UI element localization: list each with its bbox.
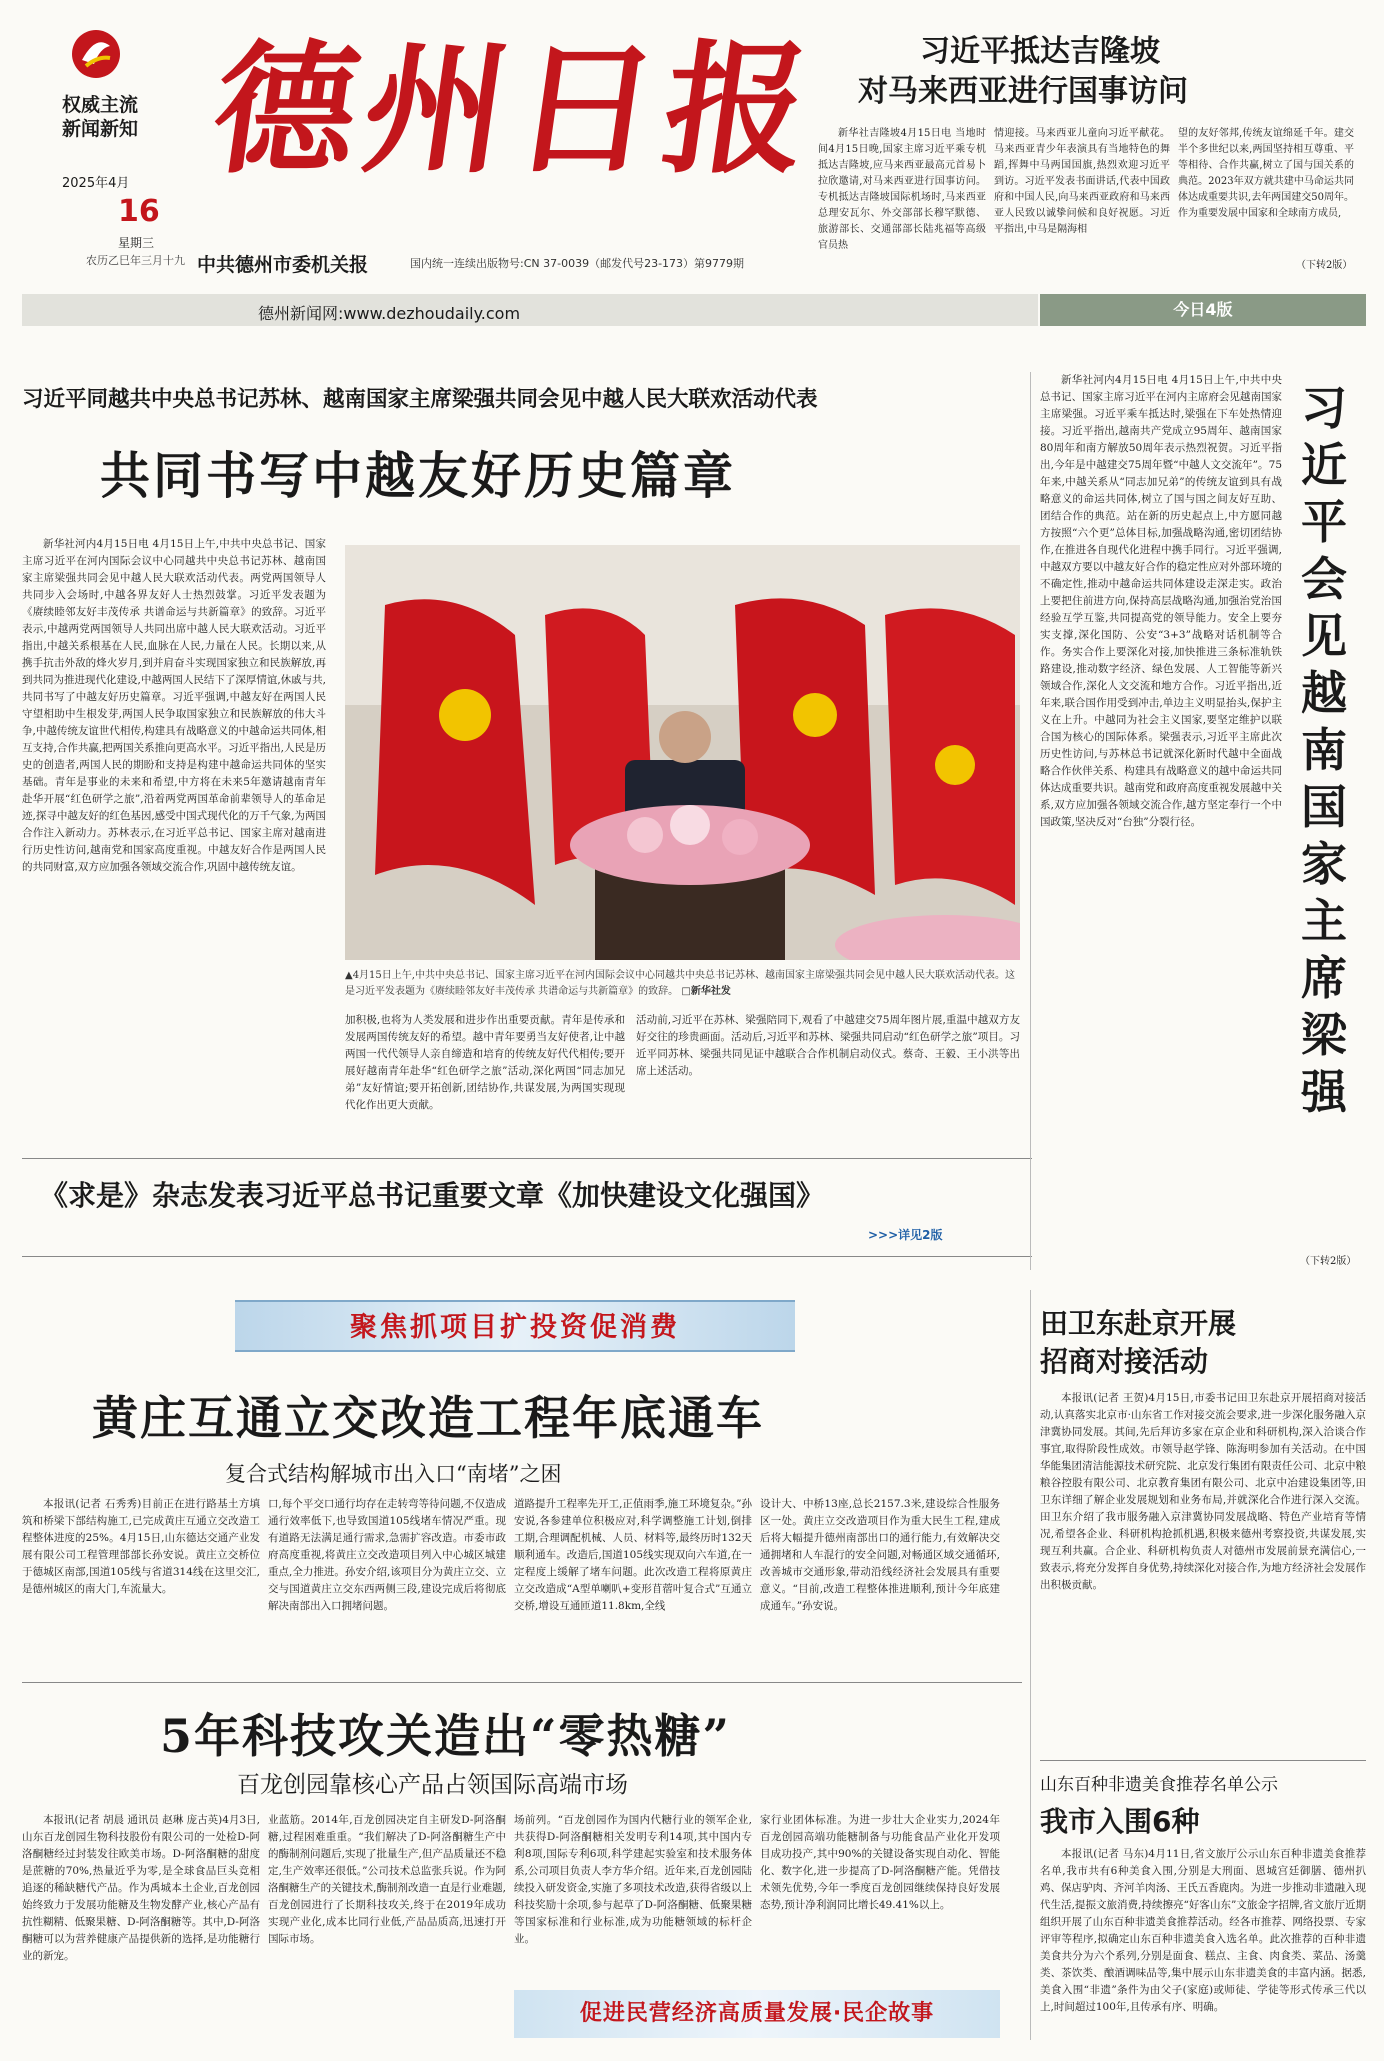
heritage-kicker: 山东百种非遗美食推荐名单公示 [1040, 1775, 1278, 1795]
lead-kicker: 习近平同越共中央总书记苏林、越南国家主席梁强共同会见中越人民大联欢活动代表 [22, 387, 818, 412]
top-story-col-3: 望的友好邻邦,传统友谊绵延千年。建交半个多世纪以来,两国坚持相互尊重、平等相待、合作共赢,树立了国与国关系的典范。2023年双方就共建中马命运共同体达成重要共识,去年两国建交50周年。作为重要发展中国家和全球南方成员, [1178, 128, 1354, 219]
promo-banner[interactable]: 促进民营经济高质量发展·民企故事 [514, 1990, 1000, 2038]
paper-name: 德州日报 [203, 27, 827, 193]
newspaper-logo-icon [70, 28, 122, 80]
divider [22, 1682, 1022, 1683]
top-story-col-2: 情迎接。马来西亚儿童向习近平献花。马来西亚青少年表演具有当地特色的舞蹈,挥舞中马两国国旗,热烈欢迎习近平到访。习近平发表书面讲话,代表中国政府和中国人民,向马来西亚政府和马来西亚人民致以诚挚问候和良好祝愿。习近平指出,中马是隔海相 [994, 128, 1170, 235]
weekday: 星期三 [118, 236, 155, 250]
website-url[interactable]: 德州新闻网:www.dezhoudaily.com [258, 304, 521, 323]
side-lead-headline: 习近平会见越南国家主席梁强 [1301, 381, 1347, 1119]
tiandong-headline-2: 招商对接活动 [1040, 1345, 1209, 1378]
tech-subhead: 百龙创园靠核心产品占领国际高端市场 [237, 1772, 628, 1798]
photo-credit: □新华社发 [681, 986, 731, 997]
top-story-jump: （下转2版） [1296, 260, 1353, 271]
huangzhuang-col-1: 本报讯(记者 石秀秀)目前正在进行路基土方填筑和桥梁下部结构施工,已完成黄庄互通立交改造工程整体进度的25%。4月15日,山东德达交通产业发展有限公司工程管理部部长孙安说。黄庄立交桥位于德城区南部,国道105线与省道314线在这里交汇,是德州城区的南大门,车流量大。 [22, 1498, 260, 1595]
masthead [0, 0, 1384, 290]
huangzhuang-col-4: 设计大、中桥13座,总长2157.3米,建设综合性服务区一处。黄庄立交改造项目作为重大民生工程,建成后将大幅提升德州南部出口的通行能力,有效解决交通拥堵和人车混行的安全问题,对畅通区域交通循环,改善城市交通形象,带动沿线经济社会发展具有重要意义。“目前,改造工程整体推进顺利,预计今年底建成通车。”孙安说。 [760, 1498, 1000, 1612]
column-rule [1030, 372, 1031, 1270]
lead-headline: 共同书写中越友好历史篇章 [100, 447, 736, 505]
qiushi-headline[interactable]: 《求是》杂志发表习近平总书记重要文章《加快建设文化强国》 [40, 1179, 825, 1212]
divider [22, 1158, 1032, 1159]
lead-column-left: 新华社河内4月15日电 4月15日上午,中共中央总书记、国家主席习近平在河内国际会议中心同越共中央总书记苏林、越南国家主席梁强共同会见中越人民大联欢活动代表。两党两国领导人共同步入会场时,中越各界友好人士热烈鼓掌。习近平发表题为《赓续睦邻友好丰茂传承 共谱命运与共新篇章》的致辞。习近平表示,中越两党两国领导人共同出席中越人民大联欢活动。习近平指出,中越关系根基在人民,血脉在人民,力量在人民。长期以来,从携手抗击外敌的烽火岁月,到并肩奋斗实现国家独立和民族解放,再到共同为推进现代化建设,中越两国人民结下了深厚情谊,休戚与共,共同书写了中越友好历史篇章。习近平强调,中越友好在两国人民守望相助中生根发芽,两国人民争取国家独立和民族解放的伟大斗争,中越传统友谊世代相传,构建具有战略意义的中越命运共同体,相互支持,合作共赢,把两国关系推向更高水平。习近平指出,人民是历史的创造者,两国人民的期盼和支持是构建中越命运共同体的坚实基础。青年是事业的未来和希望,中方将在未来5年邀请越南青年赴华开展“红色研学之旅”,沿着两党两国革命前辈领导人的革命足迹,探寻中越友好的红色基因,感受中国式现代化的万千气象,为两国合作注入新动力。苏林表示,在习近平总书记、国家主席对越南进行历史性访问,越南党和国家高度重视。中越友好合作是两国人民的共同财富,双方应加强各领域交流合作,巩固中越传统友谊。 [22, 538, 326, 873]
qiushi-page-ref[interactable]: >>>详见2版 [868, 1228, 943, 1242]
photo-caption: ▲4月15日上午,中共中央总书记、国家主席习近平在河内国际会议中心同越共中央总书记苏林、越南国家主席梁强共同会见中越人民大联欢活动代表。这是习近平发表题为《赓续睦邻友好丰茂传承 共谱命运与共新篇章》的致辞。 □新华社发 [345, 970, 1015, 997]
huangzhuang-headline: 黄庄互通立交改造工程年底通车 [92, 1391, 764, 1445]
heritage-body: 本报讯(记者 马东)4月11日,省文旅厅公示山东百种非遗美食推荐名单,我市共有6种美食入围,分别是大刑面、恩城宫廷御膳、德州扒鸡、保店驴肉、齐河羊肉汤、王氏五香鹿肉。为进一步推动非遗融入现代生活,提振文旅消费,持续擦亮“好客山东”文旅金字招牌,省文旅厅近期组织开展了山东百种非遗美食推荐活动。经各市推荐、网络投票、专家评审等程序,拟确定山东百种非遗美食入选名单。此次推荐的百种非遗美食共分为六个系列,分别是面食、糕点、主食、肉食类、菜品、汤羹类、茶饮类、酿酒调味品等,集中展示山东非遗美食的丰富内涵。据悉,美食入围“非遗”条件为由父子(家庭)或师徒、学徒等形式传承三代以上,时间超过100年,且传承有序、明确。 [1040, 1848, 1366, 2013]
top-headline-1: 习近平抵达吉隆坡 [920, 34, 1160, 69]
tech-col-2: 业蓝筋。2014年,百龙创园决定自主研发D-阿洛酮糖,过程困难重重。“我们解决了D-阿洛酮糖生产中的酶制剂问题后,实现了批量生产,但产品质量还不稳定,生产效率还很低。”公司技术总监张兵说。作为阿洛酮糖生产的关键技术,酶制剂改造一直是行业难题,百龙创园进行了长期科技攻关,终于在2019年成功实现产业化,成本比同行业低,产品品质高,迅速打开国际市场。 [268, 1814, 506, 1945]
tech-col-3: 场前列。“百龙创园作为国内代糖行业的领军企业,共获得D-阿洛酮糖相关发明专利14项,其中国内专利8项,国际专利6项,科学建起实验室和技术服务体系,公司项目负责人李方华介绍。近年来,百龙创园陆续投入研发资金,实施了多项技术改造,获得省级以上科技奖励十余项,参与起草了D-阿洛酮糖、低聚果糖等国家标准和行业标准,成为功能糖领域的标杆企业。 [514, 1814, 752, 1945]
publication-info: 国内统一连续出版物号:CN 37-0039（邮发代号23-173）第9779期 [410, 257, 745, 270]
publisher: 中共德州市委机关报 [197, 254, 369, 276]
tiandong-body: 本报讯(记者 王贺)4月15日,市委书记田卫东赴京开展招商对接活动,认真落实北京市·山东省工作对接交流会要求,进一步深化服务融入京津冀协同发展。其间,先后拜访多家在京企业和科研机构,深入洽谈合作事宜,取得阶段性成效。市领导赵学锋、陈海明参加有关活动。在中国华能集团清洁能源技术研究院、北京发行集团有限责任公司、北京中粮粮谷控股有限公司、北京教育集团有限公司、北京中冶建设集团等,田卫东详细了解企业发展规划和业务布局,并就深化合作进行深入交流。田卫东介绍了我市服务融入京津冀协同发展战略、特色产业培育等情况,希望各企业、科研机构抢抓机遇,积极来德州考察投资,共谋发展,实现互利共赢。合企业、科研机构负责人对德州市发展前景充满信心,一致表示,将充分发挥自身优势,持续深化对接合作,为地方经济社会发展作出积极贡献。 [1040, 1392, 1366, 1591]
huangzhuang-subhead: 复合式结构解城市出入口“南堵”之困 [225, 1462, 562, 1486]
tech-col-4: 家行业团体标准。为进一步壮大企业实力,2024年百龙创园高端功能糖制备与功能食品产业化开发项目成功投产,其中90%的关键设备实现自动化、智能化、数字化,进一步提高了D-阿洛酮糖产能。凭借技术领先优势,今年一季度百龙创园继续保持良好发展态势,预计净利润同比增长49.41%以上。 [760, 1814, 1000, 1911]
lead-photo [345, 545, 1020, 960]
top-headline-2: 对马来西亚进行国事访问 [858, 74, 1188, 109]
huangzhuang-col-2: 口,每个平交口通行均存在走转弯等待问题,不仅造成通行效率低下,也导致国道105线堵车情况严重。现有道路无法满足通行需求,急需扩容改造。市委市政府高度重视,将黄庄立交改造项目列入中心城区城建重点,全力推进。孙安介绍,该项目分为黄庄立交、立交与国道黄庄立交东西两侧三段,建设完成后将彻底解决南部出入口拥堵问题。 [268, 1498, 506, 1612]
lunar-date: 农历乙巳年三月十九 [86, 254, 185, 267]
tech-headline: 5年科技攻关造出“零热糖” [160, 1709, 731, 1763]
top-story-col-1: 新华社吉隆坡4月15日电 当地时间4月15日晚,国家主席习近平乘专机抵达吉隆坡,应马来西亚最高元首易卜拉欣邀请,对马来西亚进行国事访问。专机抵达吉隆坡国际机场时,马来西亚总理安瓦尔、外交部部长穆罕默德、旅游部长、交通部部长陆兆福等高级官员热 [818, 128, 986, 251]
slogan-line-1: 权威主流 [62, 94, 139, 116]
date-day: 16 [118, 194, 160, 229]
lead-column-right: 活动前,习近平在苏林、梁强陪同下,观看了中越建交75周年图片展,重温中越双方友好交往的珍贵画面。活动后,习近平和苏林、梁强共同启动“红色研学之旅”项目。习近平同苏林、梁强共同见证中越联合合作机制启动仪式。蔡奇、王毅、王小洪等出席上述活动。 [636, 1014, 1020, 1077]
heritage-headline: 我市入围6种 [1040, 1805, 1200, 1838]
slogan-line-2: 新闻新知 [62, 118, 139, 140]
section-banner-label: 聚焦抓项目扩投资促消费 [350, 1312, 680, 1343]
website-strip [22, 294, 1038, 326]
column-rule [1030, 1290, 1031, 2040]
divider [22, 1256, 1032, 1257]
tech-col-1: 本报讯(记者 胡晨 通讯员 赵琳 庞古英)4月3日,山东百龙创园生物科技股份有限公司的一处检D-阿洛酮糖经过封装发往欧美市场。D-阿洛酮糖的甜度是蔗糖的70%,热量近乎为零,是全球食品巨头竞相追逐的稀缺糖代产品。作为禹城本土企业,百龙创园始终致力于发展功能糖及生物发酵产业,核心产品有抗性糊精、低聚果糖、D-阿洛酮糖等。其中,D-阿洛酮糖可以为营养健康产品提供新的选择,是功能糖行业的新宠。 [22, 1814, 260, 1962]
divider [1040, 1760, 1366, 1761]
lead-column-middle: 加积极,也将为人类发展和进步作出重要贡献。青年是传承和发展两国传统友好的希望。越中青年要勇当友好使者,让中越两国一代代领导人亲自缔造和培育的传统友好代代相传;要开展好越南青年赴华“红色研学之旅”活动,深化两国“同志加兄弟”友好情谊;要开拓创新,团结协作,共谋发展,为两国实现现代化作出更大贡献。 [345, 1014, 625, 1111]
pages-today-badge: 今日4版 [1040, 294, 1366, 326]
tiandong-headline-1: 田卫东赴京开展 [1040, 1307, 1237, 1340]
side-lead-body: 新华社河内4月15日电 4月15日上午,中共中央总书记、国家主席习近平在河内主席府会见越南国家主席梁强。习近平乘车抵达时,梁强在下车处热情迎接。习近平指出,越南共产党成立95周年、越南国家80周年和南方解放50周年表示热烈祝贺。习近平指出,今年是中越建交75周年暨“中越人文交流年”。75年来,中越关系从“同志加兄弟”的传统友谊到具有战略意义的命运共同体,树立了国与国之间友好互助、团结合作的典范。站在新的历史起点上,中方愿同越方按照“六个更”总体目标,加强战略沟通,密切团结协作,在推进各自现代化进程中携手同行。习近平强调,中越双方要以中越友好合作的稳定性应对外部环境的不确定性,推动中越命运共同体建设走深走实。政治上要把住前进方向,保持高层战略沟通,加强治党治国经验互学互鉴,共同提高党的领导能力。安全上要夯实支撑,深化国防、公安“3+3”战略对话机制等合作。务实合作上要深化对接,加快推进三条标准轨铁路建设,推动数字经济、绿色发展、人工智能等新兴领域合作,深化人文交流和地方合作。习近平指出,近年来,联合国作用受到冲击,单边主义明显抬头,保护主义在上升。中越同为社会主义国家,要坚定维护以联合国为核心的国际体系。梁强表示,习近平主席此次历史性访问,与苏林总书记就深化新时代越中全面战略合作伙伴关系、构建具有战略意义的越中命运共同体达成重要共识。越南党和政府高度重视发展越中关系,双方应加强各领域交流合作,越方坚定奉行一个中国政策,坚决反对“台独”分裂行径。 [1040, 374, 1282, 828]
date-year-month: 2025年4月 [62, 176, 130, 191]
huangzhuang-col-3: 道路提升工程率先开工,正值雨季,施工环境复杂。”孙安说,各参建单位积极应对,科学调整施工计划,倒排工期,合理调配机械、人员、材料等,最终历时132天顺利通车。改造后,国道105线实现双向六车道,在一定程度上缓解了堵车问题。此次改造工程将原黄庄立交改造成“A型单喇叭+变形苜蓿叶复合式”互通立交桥,增设互通匝道11.8km,全线 [514, 1498, 752, 1612]
side-lead-jump: （下转2版） [1300, 1256, 1357, 1267]
